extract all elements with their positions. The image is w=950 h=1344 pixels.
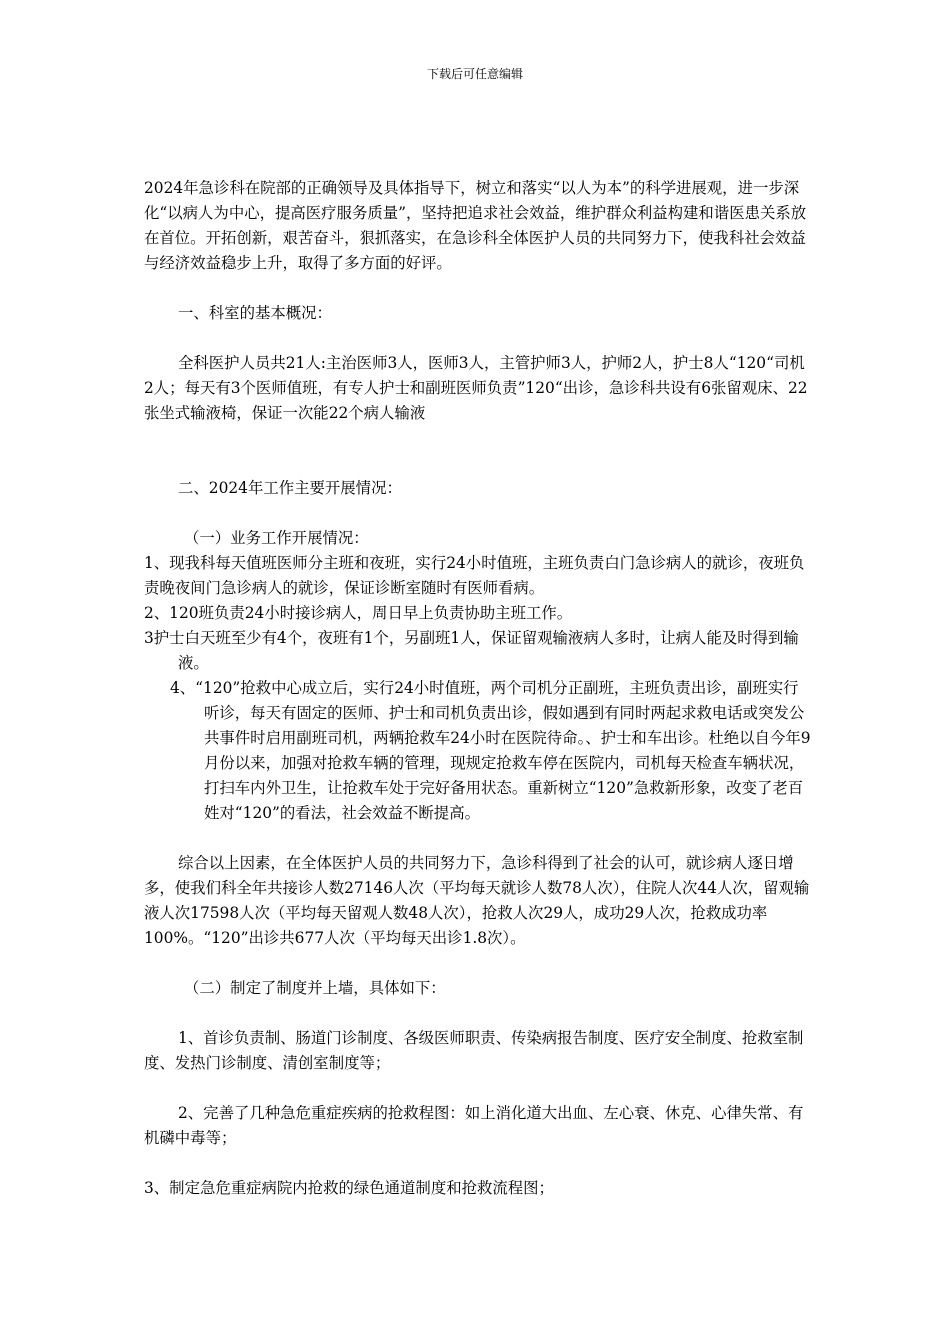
- list-item-3: 3护士白天班至少有4个，夜班有1个，另副班1人，保证留观输液病人多时，让病人能及时得到输液。: [144, 629, 799, 672]
- list-item-4: 4、“120”抢救中心成立后，实行24小时值班，两个司机分正副班，主班负责出诊，副班实行听诊，每天有固定的医师、护士和司机负责出诊，假如遇到有同时两起求救电话或突发公共事件时启用副班司机，两辆抢救车24小时在医院待命。、护士和车出诊。杜绝以自今年9月份以来，加强对抢救车辆的管理，现规定抢救车停在医院内，司机每天检查车辆状况，打扫车内外卫生，让抢救车处于完好备用状态。重新树立“120”急救新形象，改变了老百姓对“120”的看法，社会效益不断提高。: [170, 679, 811, 822]
- list-item-1: 1、现我科每天值班医师分主班和夜班，实行24小时值班，主班负责白门急诊病人的就诊，夜班负责晚夜间门急诊病人的就诊，保证诊断室随时有医师看病。: [144, 554, 805, 597]
- summary-paragraph: 综合以上因素，在全体医护人员的共同努力下，急诊科得到了社会的认可，就诊病人逐日增多，使我们科全年共接诊人数27146人次（平均每天就诊人数78人次），住院人次44人次，留观输液人次17598人次（平均每天留观人数48人次），抢救人次29人，成功29人次，抢救成功率100%。“120”出诊共677人次（平均每天出诊1.8次）。: [144, 854, 810, 947]
- section-1-title: 一、科室的基本概况：: [178, 304, 332, 322]
- rule-item-1: 1、首诊负责制、肠道门诊制度、各级医师职责、传染病报告制度、医疗安全制度、抢救室制度、发热门诊制度、清创室制度等；: [144, 1029, 804, 1072]
- document-body: [144, 176, 812, 1201]
- rule-item-2: 2、完善了几种急危重症疾病的抢救程图：如上消化道大出血、左心衰、休克、心律失常、有机磷中毒等；: [144, 1104, 804, 1147]
- rule-item-3: 3、制定急危重症病院内抢救的绿色通道制度和抢救流程图；: [144, 1179, 554, 1197]
- list-item-2: 2、120班负责24小时接诊病人，周日早上负责协助主班工作。: [144, 604, 573, 622]
- subsection-2-title: （二）制定了制度并上墙，具体如下：: [184, 979, 446, 997]
- section-1-body: 全科医护人员共21人:主治医师3人，医师3人，主管护师3人，护师2人，护士8人“120“司机2人；每天有3个医师值班，有专人护士和副班医师负责”120“出诊，急诊科共设有6张留观床、22张坐式输液椅，保证一次能22个病人输液: [144, 354, 808, 422]
- intro-paragraph: 2024年急诊科在院部的正确领导及具体指导下，树立和落实“以人为本”的科学进展观，进一步深化“以病人为中心，提高医疗服务质量”，坚持把追求社会效益，维护群众利益构建和谐医患关系放在首位。开拓创新，艰苦奋斗，狠抓落实，在急诊科全体医护人员的共同努力下，使我科社会效益与经济效益稳步上升，取得了多方面的好评。: [144, 179, 807, 272]
- page-header: 下载后可任意编辑: [426, 67, 523, 81]
- section-2-title: 二、2024年工作主要开展情况：: [178, 479, 402, 497]
- subsection-1-title: （一）业务工作开展情况：: [184, 529, 369, 547]
